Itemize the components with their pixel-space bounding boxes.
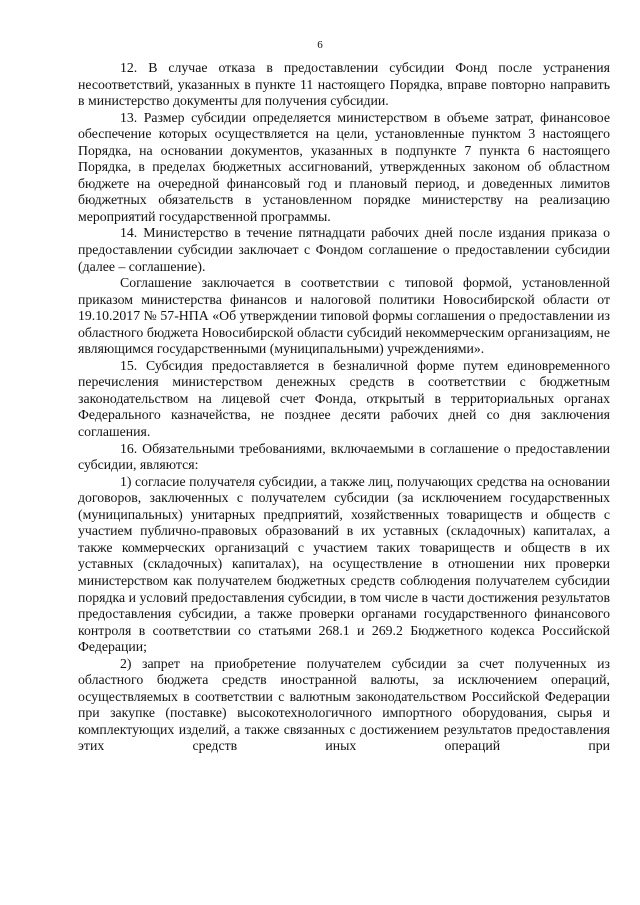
- paragraph-14: 14. Министерство в течение пятнадцати рабочих дней после издания приказа о предоставлении субсидии заключает с Фондом соглашение о предоставлении субсидии (далее – соглашение).: [78, 225, 610, 274]
- document-body: [78, 60, 610, 755]
- paragraph-12: 12. В случае отказа в предоставлении субсидии Фонд после устранения несоответствий, указанных в пункте 11 настоящего Порядка, вправе повторно направить в министерство документы для получения субсидии.: [78, 60, 610, 109]
- paragraph-16-item-1: 1) согласие получателя субсидии, а также лиц, получающих средства на основании договоров, заключенных с получателем субсидии (за исключением государственных (муниципальных) унитарных предприятий, хозяйственных товариществ и обществ с участием публично-правовых образований в их уставных (складочных) капиталах, а также коммерческих организаций с участием таких товариществ и обществ в их уставных (складочных) капиталах), на осуществление в отношении них проверки министерством как получателем бюджетных средств соблюдения получателем субсидии порядка и условий предоставления субсидии, в том числе в части достижения результатов предоставления субсидии, а также проверки органами государственного финансового контроля в соответствии со статьями 268.1 и 269.2 Бюджетного кодекса Российской Федерации;: [78, 473, 610, 655]
- paragraph-14-agreement: Соглашение заключается в соответствии с типовой формой, установленной приказом министерства финансов и налоговой политики Новосибирской области от 19.10.2017 № 57-НПА «Об утверждении типовой формы соглашения о предоставлении из областного бюджета Новосибирской области субсидий некоммерческим организациям, не являющимся государственными (муниципальными) учреждениями».: [78, 275, 610, 357]
- paragraph-15: 15. Субсидия предоставляется в безналичной форме путем единовременного перечисления министерством денежных средств в соответствии с бюджетным законодательством на лицевой счет Фонда, открытый в территориальных органах Федерального казначейства, не позднее десяти рабочих дней со дня заключения соглашения.: [78, 357, 610, 440]
- paragraph-16: 16. Обязательными требованиями, включаемыми в соглашение о предоставлении субсидии, являются:: [78, 440, 610, 473]
- page-number: 6: [317, 39, 323, 51]
- paragraph-13: 13. Размер субсидии определяется министерством в объеме затрат, финансовое обеспечение которых осуществляется на цели, установленные пунктом 3 настоящего Порядка, на основании документов, указанных в подпункте 7 пункта 6 настоящего Порядка, в пределах бюджетных ассигнований, утвержденных законом об областном бюджете на очередной финансовый год и плановый период, и доведенных лимитов бюджетных обязательств в установленном порядке министерству на реализацию мероприятий государственной программы.: [78, 109, 610, 224]
- paragraph-16-item-2: 2) запрет на приобретение получателем субсидии за счет полученных из областного бюджета средств иностранной валюты, за исключением операций, осуществляемых в соответствии с валютным законодательством Российской Федерации при закупке (поставке) высокотехнологичного импортного оборудования, сырья и комплектующих изделий, а также связанных с достижением результатов предоставления этих средств иных операций при: [78, 655, 610, 754]
